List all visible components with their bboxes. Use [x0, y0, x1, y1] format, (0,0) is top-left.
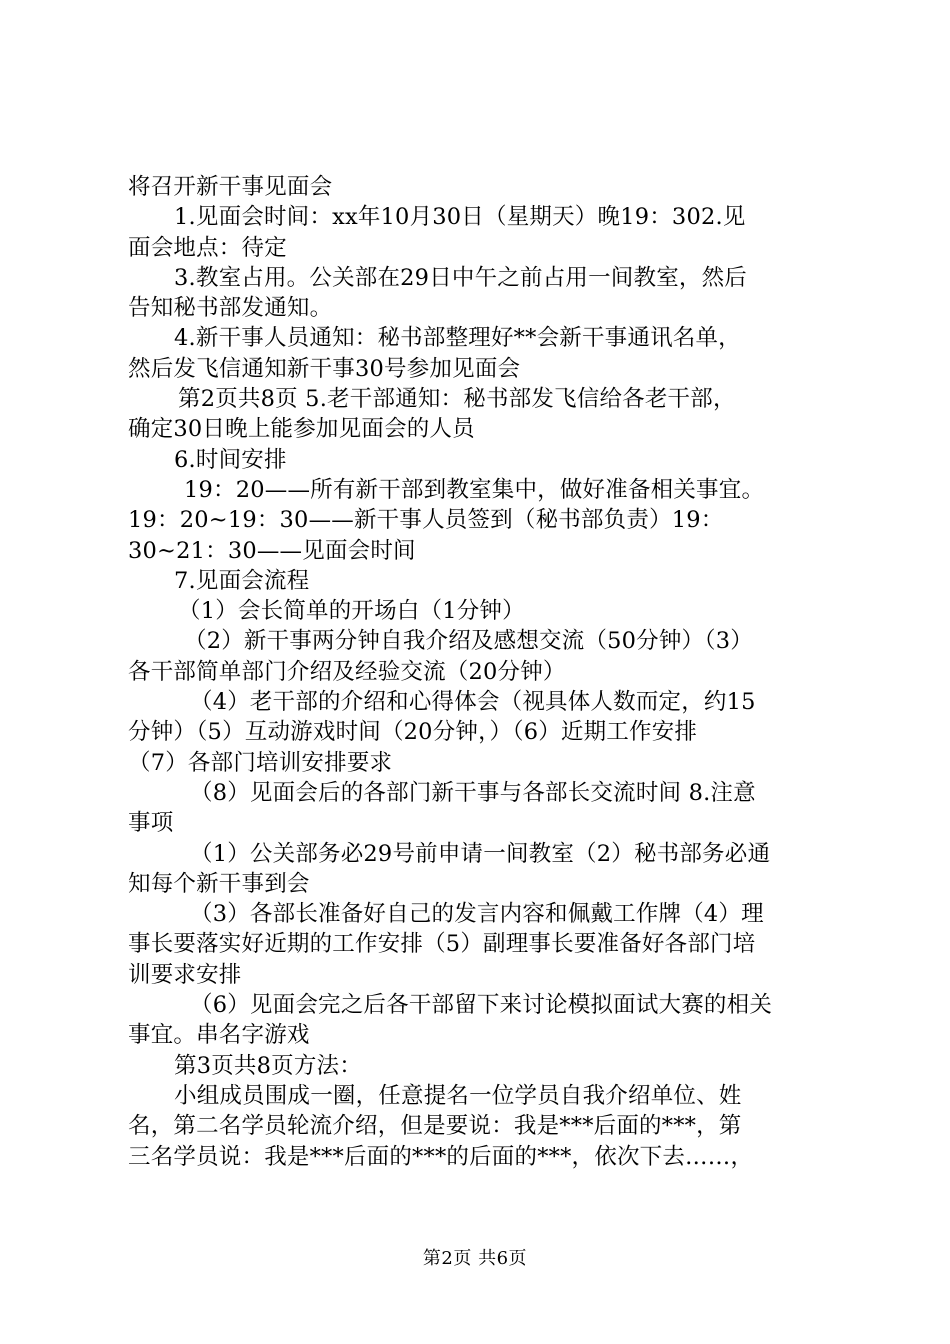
text-line-7: 然后发飞信通知新干事30号参加见面会	[128, 355, 521, 382]
text-line-25: （3）各部长准备好自己的发言内容和佩戴工作牌（4）理	[190, 901, 764, 928]
text-line-27: 训要求安排	[128, 961, 242, 988]
text-line-13: 30~21：30——见面会时间	[128, 537, 416, 564]
text-line-5: 告知秘书部发通知。	[128, 295, 333, 322]
text-line-26: 事长要落实好近期的工作安排（5）副理事长要准备好各部门培	[128, 931, 756, 958]
text-line-29: 事宜。串名字游戏	[128, 1022, 310, 1049]
text-line-30: 第3页共8页方法：	[174, 1052, 362, 1079]
text-line-11: 19：20——所有新干部到教室集中，做好准备相关事宜。	[184, 476, 765, 503]
page-footer: 第2页 共6页	[422, 1248, 528, 1269]
text-line-12: 19：20~19：30——新干事人员签到（秘书部负责）19：	[128, 507, 724, 534]
text-line-2: 1.见面会时间：xx年10月30日（星期天）晚19：302.见	[174, 204, 746, 231]
document-body	[128, 172, 830, 1172]
text-line-10: 6.时间安排	[174, 446, 287, 473]
text-line-22: 事项	[128, 810, 174, 837]
text-line-1: 将召开新干事见面会	[128, 174, 333, 200]
text-line-18: （4）老干部的介绍和心得体会（视具体人数而定，约15	[190, 689, 756, 716]
text-line-24: 知每个新干事到会	[128, 870, 310, 897]
text-line-14: 7.见面会流程	[174, 567, 310, 594]
text-line-16: （2）新干事两分钟自我介绍及感想交流（50分钟）（3）	[184, 628, 753, 655]
text-line-31: 小组成员围成一圈，任意提名一位学员自我介绍单位、姓	[174, 1082, 742, 1109]
text-line-6: 4.新干事人员通知：秘书部整理好**会新干事通讯名单，	[174, 325, 741, 352]
text-line-3: 面会地点：待定	[128, 234, 287, 261]
text-line-21: （8）见面会后的各部门新干事与各部长交流时间 8.注意	[190, 779, 756, 806]
text-line-23: （1）公关部务必29号前申请一间教室（2）秘书部务必通	[190, 840, 771, 867]
text-line-33: 三名学员说：我是***后面的***的后面的***，依次下去……，	[128, 1143, 754, 1170]
text-line-20: （7）各部门培训安排要求	[128, 749, 393, 776]
text-line-32: 名，第二名学员轮流介绍，但是要说：我是***后面的***，第	[128, 1113, 742, 1140]
text-line-19: 分钟）（5）互动游戏时间（20分钟，）（6）近期工作安排	[128, 719, 698, 746]
text-line-28: （6）见面会完之后各干部留下来讨论模拟面试大赛的相关	[190, 992, 773, 1019]
text-line-9: 确定30日晚上能参加见面会的人员	[128, 416, 475, 443]
text-line-4: 3.教室占用。公关部在29日中午之前占用一间教室，然后	[174, 264, 747, 291]
text-line-17: 各干部简单部门介绍及经验交流（20分钟）	[128, 658, 566, 685]
text-line-8: 第2页共8页 5.老干部通知：秘书部发飞信给各老干部，	[178, 386, 736, 413]
text-line-15: （1）会长简单的开场白（1分钟）	[178, 598, 525, 625]
